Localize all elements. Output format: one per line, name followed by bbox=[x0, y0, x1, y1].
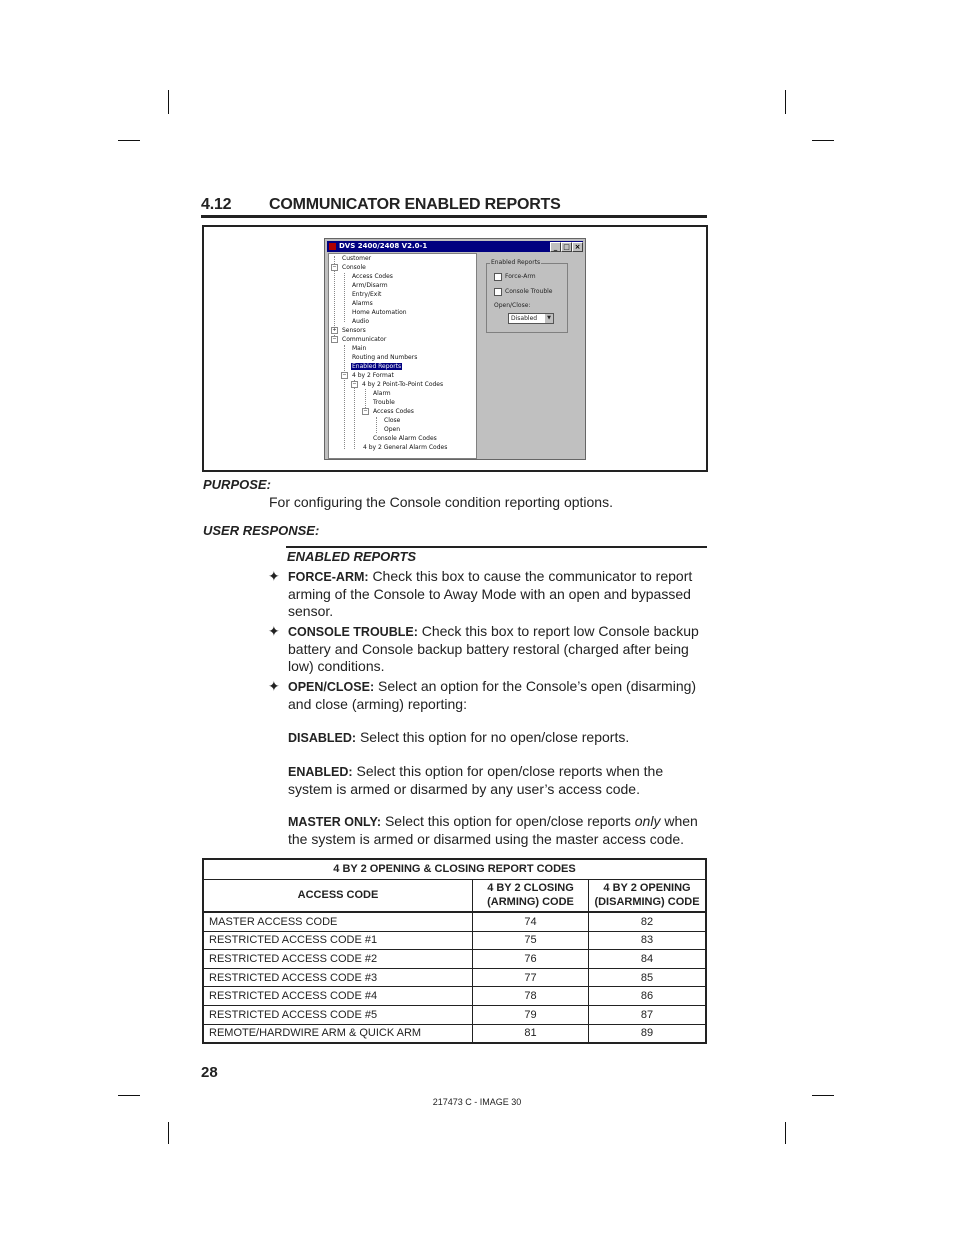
dropdown-arrow-icon[interactable]: ▼ bbox=[545, 314, 553, 323]
description: Select this option for open/close reports when the system is armed or disarmed by any user’s access code. bbox=[288, 763, 664, 797]
tree-connector bbox=[344, 345, 345, 449]
term: MASTER ONLY: bbox=[288, 815, 382, 829]
crop-mark bbox=[785, 90, 786, 114]
purpose-text: For configuring the Console condition reporting options. bbox=[269, 494, 613, 510]
cell: 74 bbox=[473, 912, 589, 931]
console-trouble-checkbox[interactable] bbox=[494, 288, 502, 296]
cell: 78 bbox=[473, 987, 589, 1006]
cell: 81 bbox=[473, 1024, 589, 1043]
table-row bbox=[203, 950, 706, 969]
crop-mark bbox=[168, 90, 169, 114]
crop-mark bbox=[785, 1122, 786, 1144]
disabled-option bbox=[288, 729, 708, 747]
cell: 87 bbox=[589, 1005, 707, 1024]
emphasis: only bbox=[634, 813, 661, 829]
crop-mark bbox=[812, 1095, 834, 1096]
cell: MASTER ACCESS CODE bbox=[203, 912, 473, 931]
tree-item[interactable]: Communicator bbox=[342, 336, 387, 343]
bullet-icon: ✦ bbox=[268, 623, 280, 639]
tree-item[interactable]: Audio bbox=[352, 318, 370, 325]
crop-mark bbox=[118, 140, 140, 141]
section-heading bbox=[201, 194, 707, 218]
table-caption: 4 BY 2 OPENING & CLOSING REPORT CODES bbox=[203, 859, 706, 879]
crop-mark bbox=[168, 1122, 169, 1144]
term: DISABLED: bbox=[288, 731, 357, 745]
cell: REMOTE/HARDWIRE ARM & QUICK ARM bbox=[203, 1024, 473, 1043]
cell: 77 bbox=[473, 968, 589, 987]
open-close-label: Open/Close: bbox=[494, 302, 531, 309]
cell: RESTRICTED ACCESS CODE #4 bbox=[203, 987, 473, 1006]
collapse-icon[interactable]: − bbox=[363, 408, 368, 414]
master-only-option bbox=[288, 813, 708, 848]
cell: 86 bbox=[589, 987, 707, 1006]
app-icon bbox=[329, 243, 336, 250]
open-close-select[interactable] bbox=[508, 313, 554, 324]
maximize-button[interactable]: □ bbox=[561, 242, 572, 252]
tree-item[interactable]: Access Codes bbox=[373, 408, 414, 415]
tree-item[interactable]: Sensors bbox=[342, 327, 366, 334]
divider bbox=[286, 546, 707, 548]
close-button[interactable]: × bbox=[572, 242, 583, 252]
settings-tree bbox=[328, 253, 477, 459]
cell: 75 bbox=[473, 931, 589, 950]
collapse-icon[interactable]: − bbox=[332, 264, 337, 270]
cell: RESTRICTED ACCESS CODE #1 bbox=[203, 931, 473, 950]
section-title: COMMUNICATOR ENABLED REPORTS bbox=[269, 196, 561, 213]
tree-item[interactable]: Routing and Numbers bbox=[352, 354, 418, 361]
table-row bbox=[203, 1005, 706, 1024]
cell: RESTRICTED ACCESS CODE #5 bbox=[203, 1005, 473, 1024]
console-trouble-description bbox=[288, 623, 708, 675]
section-number: 4.12 bbox=[201, 196, 232, 213]
tree-item[interactable]: Open bbox=[384, 426, 401, 433]
console-trouble-label: Console Trouble bbox=[505, 288, 553, 295]
cell: 83 bbox=[589, 931, 707, 950]
description: Select an option for the Console’s open (disarming) and close (arming) reporting: bbox=[288, 678, 697, 712]
table-row bbox=[203, 968, 706, 987]
table-row bbox=[203, 931, 706, 950]
term: FORCE-ARM: bbox=[288, 570, 369, 584]
user-response-label: USER RESPONSE: bbox=[203, 523, 320, 538]
app-window bbox=[324, 238, 586, 460]
footer-code: 217473 C - IMAGE 30 bbox=[432, 1097, 522, 1107]
crop-mark bbox=[118, 1095, 140, 1096]
description: when the system is armed or disarmed using the master access code. bbox=[288, 813, 698, 847]
tree-item[interactable]: Console Alarm Codes bbox=[373, 435, 437, 442]
bullet-icon: ✦ bbox=[268, 678, 280, 694]
window-title: DVS 2400/2408 V2.0-1 bbox=[339, 242, 428, 250]
tree-item[interactable]: 4 by 2 Format bbox=[352, 372, 394, 379]
term: CONSOLE TROUBLE: bbox=[288, 625, 418, 639]
tree-item[interactable]: Home Automation bbox=[352, 309, 407, 316]
purpose-label: PURPOSE: bbox=[203, 477, 271, 492]
table-row bbox=[203, 987, 706, 1006]
tree-item[interactable]: Trouble bbox=[373, 399, 395, 406]
term: ENABLED: bbox=[288, 765, 353, 779]
page-number: 28 bbox=[201, 1064, 218, 1081]
tree-item-selected[interactable]: Enabled Reports bbox=[352, 363, 402, 370]
description: Check this box to report low Console backup battery and Console backup battery restoral (charged after being low) conditions. bbox=[288, 623, 699, 674]
bullet-icon: ✦ bbox=[268, 568, 280, 584]
description: Select this option for open/close reports bbox=[384, 813, 631, 829]
expand-icon[interactable]: + bbox=[332, 327, 337, 333]
tree-connector bbox=[344, 273, 345, 322]
force-arm-description bbox=[288, 568, 708, 620]
group-title: Enabled Reports bbox=[491, 259, 541, 266]
cell: 76 bbox=[473, 950, 589, 969]
tree-item[interactable]: Arm/Disarm bbox=[352, 282, 388, 289]
cell: 89 bbox=[589, 1024, 707, 1043]
tree-item[interactable]: Console bbox=[342, 264, 366, 271]
tree-item[interactable]: Entry/Exit bbox=[352, 291, 382, 298]
tree-item[interactable]: 4 by 2 General Alarm Codes bbox=[363, 444, 448, 451]
enabled-option bbox=[288, 763, 708, 798]
column-header: 4 BY 2 OPENING (DISARMING) CODE bbox=[589, 879, 707, 912]
column-header: ACCESS CODE bbox=[203, 879, 473, 912]
tree-item[interactable]: Customer bbox=[342, 255, 372, 262]
cell: RESTRICTED ACCESS CODE #2 bbox=[203, 950, 473, 969]
tree-item[interactable]: Main bbox=[352, 345, 367, 352]
enabled-reports-subheading: ENABLED REPORTS bbox=[287, 549, 417, 564]
cell: 84 bbox=[589, 950, 707, 969]
select-value: Disabled bbox=[511, 315, 538, 322]
collapse-icon[interactable]: − bbox=[342, 372, 347, 378]
tree-item[interactable]: Alarm bbox=[373, 390, 391, 397]
cell: 82 bbox=[589, 912, 707, 931]
tree-connector bbox=[354, 380, 355, 449]
report-codes-table bbox=[202, 858, 707, 1044]
table-row bbox=[203, 912, 706, 931]
open-close-description bbox=[288, 678, 708, 713]
minimize-button[interactable]: _ bbox=[550, 242, 561, 252]
table-row bbox=[203, 1024, 706, 1043]
collapse-icon[interactable]: − bbox=[332, 336, 337, 342]
cell: 85 bbox=[589, 968, 707, 987]
description: Check this box to cause the communicator to report arming of the Console to Away Mode with an open and bypassed sensor. bbox=[288, 568, 693, 619]
description: Select this option for no open/close reports. bbox=[359, 729, 630, 745]
crop-mark bbox=[812, 140, 834, 141]
cell: 79 bbox=[473, 1005, 589, 1024]
collapse-icon[interactable]: − bbox=[352, 381, 357, 387]
enabled-reports-panel bbox=[478, 253, 583, 457]
force-arm-label: Force-Arm bbox=[505, 273, 536, 280]
tree-item[interactable]: 4 by 2 Point-To-Point Codes bbox=[362, 381, 444, 388]
tree-connector bbox=[376, 417, 377, 433]
term: OPEN/CLOSE: bbox=[288, 680, 375, 694]
cell: RESTRICTED ACCESS CODE #3 bbox=[203, 968, 473, 987]
tree-item[interactable]: Access Codes bbox=[352, 273, 393, 280]
column-header: 4 BY 2 CLOSING (ARMING) CODE bbox=[473, 879, 589, 912]
force-arm-checkbox[interactable] bbox=[494, 273, 502, 281]
window-titlebar bbox=[327, 241, 583, 252]
tree-item[interactable]: Close bbox=[384, 417, 401, 424]
tree-item[interactable]: Alarms bbox=[352, 300, 373, 307]
